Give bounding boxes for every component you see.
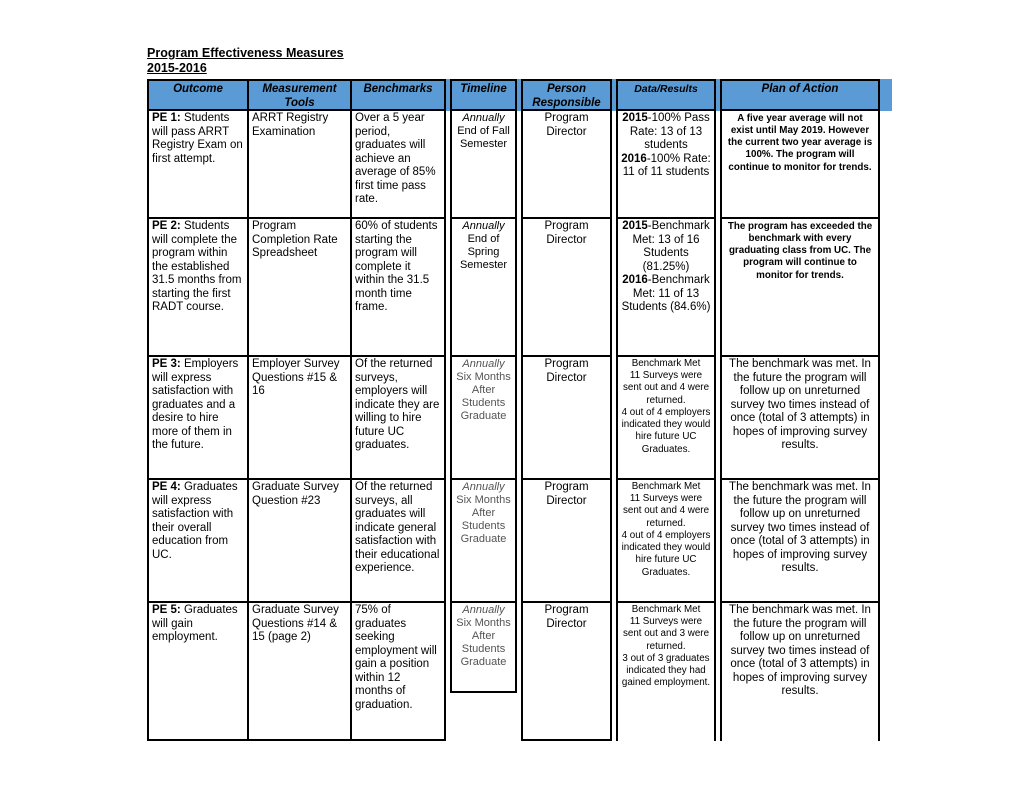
title-line-2	[147, 61, 892, 76]
cell-benchmarks: Over a 5 year period, graduates will achieve an average of 85% first time pass rate.	[350, 109, 446, 219]
data-year: 2016	[621, 152, 647, 165]
outcome-id: PE 2:	[152, 220, 181, 232]
outcome-id: PE 5:	[152, 604, 181, 616]
data-line: Benchmark Met	[631, 481, 701, 492]
cell-plan-of-action: The benchmark was met. In the future the program will follow up on unreturned survey two times instead of once (total of 3 attempts) in hopes of improving survey results.	[720, 478, 880, 603]
timeline-detail: End of Fall Semester	[457, 124, 510, 150]
table-row-pe3	[147, 355, 892, 480]
cell-benchmarks: 75% of graduates seeking employment will gain a position within 12 months of graduation.	[350, 601, 446, 741]
data-value: -Benchmark Met: 11 of 13 Students (84.6%)	[621, 274, 711, 314]
data-year: 2016	[622, 274, 648, 287]
outcome-text: Students will pass ARRT Registry Exam on first attempt.	[152, 112, 243, 165]
header-timeline: Timeline	[450, 79, 517, 111]
timeline-frequency: Annually	[462, 358, 505, 370]
cell-outcome	[147, 355, 249, 480]
cell-person-responsible: Program Director	[521, 355, 612, 480]
cell-measurement-tools: Program Completion Rate Spreadsheet	[247, 217, 352, 357]
cell-timeline	[450, 109, 517, 219]
data-value: -Benchmark Met: 13 of 16 Students (81.25%)	[632, 220, 710, 273]
data-line	[621, 153, 711, 180]
outcome-id: PE 3:	[152, 358, 181, 370]
data-line: Benchmark Met	[631, 358, 701, 369]
table-row-pe4	[147, 478, 892, 603]
header-plan-of-action: Plan of Action	[720, 79, 880, 111]
timeline-detail: Six Months After Students Graduate	[456, 493, 511, 545]
document-content	[147, 46, 892, 741]
header-measurement-tools: Measurement Tools	[247, 79, 352, 111]
outcome-text: Graduates will express satisfaction with their overall education from UC.	[152, 481, 238, 561]
data-line: Benchmark Met	[631, 604, 701, 615]
timeline-detail: Six Months After Students Graduate	[456, 370, 511, 422]
subtitle-text: 2015-2016	[147, 61, 207, 75]
data-line: 11 Surveys were sent out and 3 were returned.	[622, 616, 710, 652]
timeline-frequency: Annually	[462, 220, 505, 232]
cell-measurement-tools: Employer Survey Questions #15 & 16	[247, 355, 352, 480]
cell-timeline	[450, 478, 517, 603]
cell-benchmarks: Of the returned surveys, employers will indicate they are willing to hire future UC graduates.	[350, 355, 446, 480]
table-row-pe5	[147, 601, 892, 741]
cell-benchmarks: Of the returned surveys, all graduates will indicate general satisfaction with their educational experience.	[350, 478, 446, 603]
cell-measurement-tools: Graduate Survey Questions #14 & 15 (page 2)	[247, 601, 352, 741]
cell-timeline	[450, 601, 517, 693]
cell-outcome	[147, 478, 249, 603]
table-row-pe1	[147, 109, 892, 219]
cell-data-results	[616, 478, 716, 603]
cell-plan-of-action: The program has exceeded the benchmark with every graduating class from UC. The program will continue to monitor for trends.	[720, 217, 880, 357]
outcome-id: PE 4:	[152, 481, 181, 493]
header-outcome: Outcome	[147, 79, 249, 111]
data-line	[621, 274, 711, 315]
cell-person-responsible: Program Director	[521, 109, 612, 219]
header-data-results: Data/Results	[616, 79, 716, 111]
data-line: 11 Surveys were sent out and 4 were returned.	[622, 370, 710, 406]
cell-outcome	[147, 109, 249, 219]
cell-plan-of-action: A five year average will not exist until May 2019. However the current two year average is 100%. The program will continue to monitor for trends.	[720, 109, 880, 219]
cell-person-responsible: Program Director	[521, 478, 612, 603]
outcome-text: Students will complete the program within the established 31.5 months from starting the first RADT course.	[152, 220, 242, 314]
cell-measurement-tools: Graduate Survey Question #23	[247, 478, 352, 603]
table-row-pe2	[147, 217, 892, 357]
data-line: 3 out of 3 graduates indicated they had gained employment.	[621, 652, 711, 689]
data-value: -100% Rate: 11 of 11 students	[622, 152, 711, 179]
timeline-frequency: Annually	[462, 112, 505, 124]
outcome-text: Graduates will gain employment.	[152, 604, 238, 644]
cell-outcome	[147, 601, 249, 741]
outcome-id: PE 1:	[152, 112, 181, 124]
header-person-responsible: Person Responsible	[521, 79, 612, 111]
cell-timeline	[450, 355, 517, 480]
timeline-frequency: Annually	[462, 481, 505, 493]
data-line	[621, 112, 711, 153]
cell-measurement-tools: ARRT Registry Examination	[247, 109, 352, 219]
timeline-detail: Six Months After Students Graduate	[456, 616, 511, 668]
cell-person-responsible: Program Director	[521, 601, 612, 741]
title-line-1	[147, 46, 892, 61]
cell-data-results	[616, 217, 716, 357]
data-value: -100% Pass Rate: 13 of 13 students	[629, 112, 710, 152]
cell-data-results	[616, 355, 716, 480]
table-header-row	[147, 79, 892, 111]
data-line: 4 out of 4 employers indicated they would hire future UC Graduates.	[621, 529, 711, 578]
cell-plan-of-action: The benchmark was met. In the future the program will follow up on unreturned survey two times instead of once (total of 3 attempts) in hopes of improving survey results.	[720, 355, 880, 480]
timeline-detail: End of Spring Semester	[459, 232, 508, 271]
document-title	[147, 46, 892, 76]
title-text: Program Effectiveness Measures	[147, 46, 344, 60]
cell-timeline	[450, 217, 517, 357]
cell-benchmarks: 60% of students starting the program will complete it within the 31.5 month time frame.	[350, 217, 446, 357]
data-line: 4 out of 4 employers indicated they would hire future UC Graduates.	[621, 406, 711, 455]
cell-data-results	[616, 601, 716, 741]
cell-plan-of-action: The benchmark was met. In the future the program will follow up on unreturned survey two times instead of once (total of 3 attempts) in hopes of improving survey results.	[720, 601, 880, 741]
outcome-text: Employers will express satisfaction with graduates and a desire to hire more of them in the future.	[152, 358, 239, 452]
timeline-frequency: Annually	[462, 604, 505, 616]
data-year: 2015	[622, 112, 648, 124]
effectiveness-table	[147, 79, 892, 741]
data-line	[621, 220, 711, 274]
data-year: 2015	[622, 220, 648, 232]
cell-outcome	[147, 217, 249, 357]
header-benchmarks: Benchmarks	[350, 79, 446, 111]
data-line: 11 Surveys were sent out and 4 were returned.	[622, 493, 710, 529]
cell-data-results	[616, 109, 716, 219]
cell-person-responsible: Program Director	[521, 217, 612, 357]
